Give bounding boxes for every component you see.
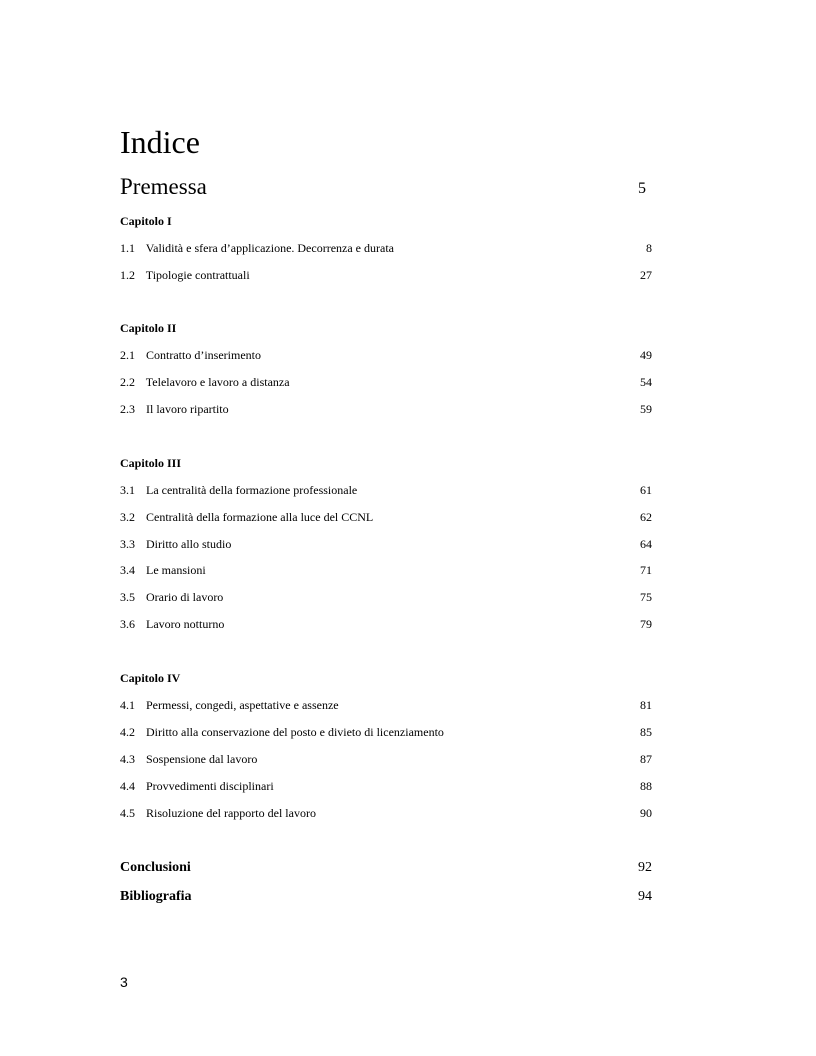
chapter-heading: Capitolo IV: [120, 671, 181, 685]
index-title: Indice: [120, 124, 200, 160]
entry-number: 3.5: [120, 590, 135, 604]
entry-page: 59: [640, 402, 652, 416]
toc-bibliografia: [120, 888, 652, 906]
entry-title: Centralità della formazione alla luce del CCNL: [146, 510, 374, 524]
entry-page: 8: [646, 241, 652, 255]
entry-page: 87: [640, 752, 652, 766]
toc-entry: [120, 751, 652, 767]
entry-page: 49: [640, 348, 652, 362]
entry-title: Orario di lavoro: [146, 590, 224, 604]
entry-page: 81: [640, 698, 652, 712]
entry-number: 3.2: [120, 510, 135, 524]
chapter-heading: Capitolo II: [120, 321, 177, 335]
entry-page: 27: [640, 268, 652, 282]
entry-number: 2.3: [120, 402, 135, 416]
premessa-page: 5: [638, 180, 646, 197]
toc-entry: [120, 374, 652, 390]
entry-title: Diritto allo studio: [146, 537, 232, 551]
toc-entry: [120, 778, 652, 794]
bibliografia-page: 94: [638, 889, 652, 904]
toc-entry: [120, 482, 652, 498]
toc-entry: [120, 589, 652, 605]
toc-entry: [120, 562, 652, 578]
toc-entry: [120, 536, 652, 552]
toc-entry: [120, 347, 652, 363]
entry-title: Lavoro notturno: [146, 617, 225, 631]
entry-number: 3.1: [120, 483, 135, 497]
entry-page: 62: [640, 510, 652, 524]
entry-page: 71: [640, 563, 652, 577]
bibliografia-label: Bibliografia: [120, 889, 192, 904]
entry-page: 61: [640, 483, 652, 497]
entry-page: 79: [640, 617, 652, 631]
chapter-heading: Capitolo III: [120, 456, 182, 470]
premessa-label: Premessa: [120, 174, 207, 199]
chapter-heading: Capitolo I: [120, 214, 172, 228]
entry-title: Sospensione dal lavoro: [146, 752, 258, 766]
entry-number: 1.2: [120, 268, 135, 282]
entry-title: Contratto d’inserimento: [146, 348, 261, 362]
entry-number: 3.6: [120, 617, 135, 631]
toc-entry: [120, 240, 652, 256]
toc-entry: [120, 267, 652, 283]
entry-number: 1.1: [120, 241, 135, 255]
entry-title: Risoluzione del rapporto del lavoro: [146, 806, 316, 820]
entry-page: 90: [640, 806, 652, 820]
toc-entry: [120, 697, 652, 713]
entry-title: Validità e sfera d’applicazione. Decorrenza e durata: [145, 241, 394, 255]
page-number: 3: [120, 974, 128, 990]
entry-number: 4.4: [120, 779, 135, 793]
entry-number: 3.4: [120, 563, 135, 577]
conclusioni-label: Conclusioni: [120, 860, 191, 875]
entry-page: 88: [640, 779, 652, 793]
conclusioni-page: 92: [638, 860, 652, 875]
toc-entry: [120, 616, 652, 632]
entry-number: 3.3: [120, 537, 135, 551]
entry-title: Le mansioni: [146, 563, 206, 577]
entry-number: 4.1: [120, 698, 135, 712]
entry-number: 4.2: [120, 725, 135, 739]
entry-title: Tipologie contrattuali: [145, 268, 250, 282]
entry-title: Il lavoro ripartito: [146, 402, 229, 416]
toc-entry: [120, 724, 652, 740]
entry-number: 2.1: [120, 348, 135, 362]
toc-entry: [120, 401, 652, 417]
entry-title: Permessi, congedi, aspettative e assenze: [146, 698, 339, 712]
entry-title: La centralità della formazione professionale: [146, 483, 358, 497]
toc-entry: [120, 509, 652, 525]
entry-title: Provvedimenti disciplinari: [146, 779, 274, 793]
entry-number: 4.3: [120, 752, 135, 766]
entry-number: 2.2: [120, 375, 135, 389]
toc-entry: [120, 805, 652, 821]
entry-page: 64: [640, 537, 652, 551]
entry-page: 75: [640, 590, 652, 604]
toc-conclusioni: [120, 859, 652, 877]
entry-page: 54: [640, 375, 652, 389]
entry-title: Telelavoro e lavoro a distanza: [145, 375, 290, 389]
entry-number: 4.5: [120, 806, 135, 820]
entry-title: Diritto alla conservazione del posto e divieto di licenziamento: [146, 725, 444, 739]
entry-page: 85: [640, 725, 652, 739]
